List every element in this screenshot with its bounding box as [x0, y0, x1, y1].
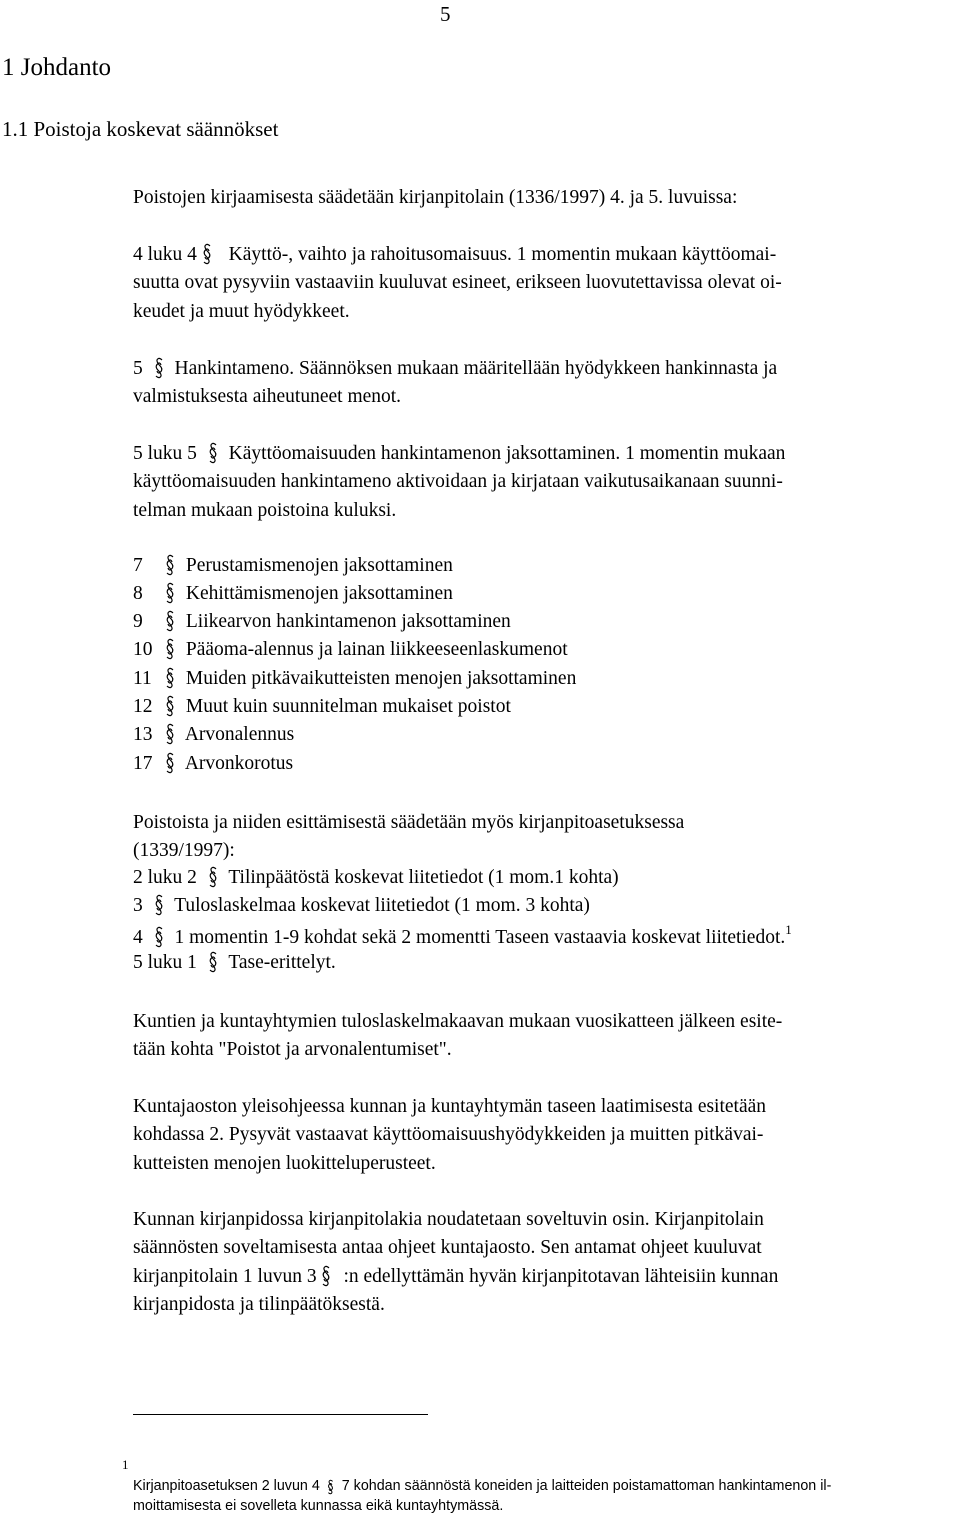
asetus-line-1: Poistoista ja niiden esittämisestä säädetään myös kirjanpitoasetuksessa — [133, 812, 685, 833]
list-item-num: 13 — [133, 724, 153, 745]
section-sign-icon — [159, 582, 181, 605]
list-item-text: Pääoma-alennus ja lainan liikkeeseenlaskumenot — [185, 639, 568, 660]
kunnan-line-4: kirjanpidosta ja tilinpäätöksestä. — [133, 1293, 385, 1315]
list-item-text: Muiden pitkävaikutteisten menojen jaksottaminen — [185, 668, 577, 689]
luku4-line-1 — [133, 241, 958, 269]
luku5-ref: 5 luku 5 — [133, 443, 197, 464]
luku4-line-3: keudet ja muut hyödykkeet. — [133, 300, 350, 322]
paragraph-luku5 — [133, 440, 958, 525]
footnote-divider — [133, 1414, 428, 1415]
footnote-text — [133, 1476, 958, 1516]
hankintameno-text-1: Hankintameno. Säännöksen mukaan määritellään hyödykkeen hankinnasta ja — [174, 358, 778, 379]
luku5-line-2: käyttöomaisuuden hankintameno aktivoidaan ja kirjataan vaikutusaikanaan suunni- — [133, 471, 783, 493]
list-item-num: 8 — [133, 583, 143, 604]
asetus-item — [133, 951, 336, 974]
asetus-line-2: (1339/1997): — [133, 840, 235, 862]
paragraph-asetus — [133, 809, 958, 866]
paragraph-kuntien — [133, 1008, 958, 1065]
asetus-item — [133, 894, 590, 917]
footnote-line-1b: 7 kohdan säännöstä koneiden ja laitteiden poistamattoman hankintamenon il- — [341, 1478, 832, 1494]
section-sign-icon — [148, 894, 170, 917]
kuntajaosto-line-2: kohdassa 2. Pysyvät vastaavat käyttöomaisuushyödykkeiden ja muitten pitkävai- — [133, 1124, 764, 1146]
luku4-line-2: suutta ovat pysyviin vastaaviin kuuluvat esineet, erikseen luovutettavissa olevat oi- — [133, 272, 782, 294]
list-item — [133, 752, 293, 775]
hankintameno-num: 5 — [133, 358, 143, 379]
list-item — [133, 610, 511, 633]
list-item-num: 7 — [133, 555, 143, 576]
list-item-text: Muut kuin suunnitelman mukaiset poistot — [185, 696, 511, 717]
section-sign-icon — [202, 951, 224, 974]
kunnan-line-3b: :n edellyttämän hyvän kirjanpitotavan lähteisiin kunnan — [343, 1265, 779, 1287]
list-item — [133, 723, 294, 746]
section-sign-icon — [159, 667, 181, 690]
list-item-num: 12 — [133, 696, 153, 717]
luku4-text-1: Käyttö-, vaihto ja rahoitusomaisuus. 1 momentin mukaan käyttöomai- — [228, 244, 777, 265]
section-sign-icon — [159, 695, 181, 718]
kuntien-line-1: Kuntien ja kuntayhtymien tuloslaskelmakaavan mukaan vuosikatteen jälkeen esite- — [133, 1011, 783, 1032]
list-item-text: Arvonkorotus — [184, 753, 294, 774]
intro-paragraph — [133, 184, 958, 212]
list-item — [133, 667, 576, 690]
list-item-num: 11 — [133, 668, 152, 689]
list-item-num: 9 — [133, 611, 143, 632]
hankintameno-line-1 — [133, 355, 958, 383]
chapter-heading: 1 Johdanto — [2, 54, 112, 81]
list-item — [133, 582, 453, 605]
luku5-line-1 — [133, 440, 958, 468]
footnote-mark: 1 — [122, 1457, 129, 1472]
asetus-item-num: 5 luku 1 — [133, 952, 197, 973]
kuntajaosto-line-3: kutteisten menojen luokitteluperusteet. — [133, 1152, 436, 1174]
section-heading: 1.1 Poistoja koskevat säännökset — [2, 117, 279, 141]
kuntajaosto-line-1: Kuntajaoston yleisohjeessa kunnan ja kuntayhtymän taseen laatimisesta esitetään — [133, 1096, 767, 1117]
list-item-text: Liikearvon hankintamenon jaksottaminen — [185, 611, 511, 632]
section-sign-icon — [324, 1476, 338, 1496]
kunnan-line-3a: kirjanpitolain 1 luvun 3 — [133, 1265, 317, 1287]
section-sign-icon — [148, 355, 170, 383]
kunnan-line-1: Kunnan kirjanpidossa kirjanpitolakia noudatetaan soveltuvin osin. Kirjanpitolain — [133, 1209, 764, 1230]
section-sign-icon — [148, 926, 170, 949]
list-item-text: Perustamismenojen jaksottaminen — [185, 555, 453, 576]
hankintameno-line-2: valmistuksesta aiheutuneet menot. — [133, 386, 402, 408]
footnote-line-2: moittamisesta ei sovelleta kunnassa eikä kuntayhtymässä. — [133, 1498, 504, 1514]
asetus-item-num: 2 luku 2 — [133, 867, 197, 888]
kunnan-line-3 — [133, 1263, 958, 1291]
paragraph-hankintameno — [133, 355, 958, 412]
luku4-ref: 4 luku 4 — [133, 244, 197, 265]
list-item — [133, 554, 453, 577]
list-item-num: 17 — [133, 753, 153, 774]
section-sign-icon — [159, 638, 181, 661]
footnote-reference: 1 — [785, 922, 792, 937]
luku5-line-3: telman mukaan poistoina kuluksi. — [133, 499, 397, 521]
section-sign-icon — [159, 752, 181, 775]
section-sign-icon — [202, 440, 224, 468]
footnote-line-1 — [133, 1476, 958, 1496]
asetus-item-text: 1 momentin 1-9 kohdat sekä 2 momentti Taseen vastaavia koskevat liitetiedot. — [174, 927, 786, 948]
list-item — [133, 695, 511, 718]
paragraph-kuntajaosto — [133, 1093, 958, 1178]
section-sign-icon — [159, 610, 181, 633]
paragraph-luku4 — [133, 241, 958, 326]
section-sign-icon — [202, 241, 224, 269]
kuntien-line-2: tään kohta "Poistot ja arvonalentumiset". — [133, 1039, 452, 1061]
list-item-text: Arvonalennus — [184, 724, 295, 745]
paragraph-kunnan — [133, 1206, 958, 1319]
section-sign-icon — [159, 554, 181, 577]
kunnan-line-2: säännösten soveltamisesta antaa ohjeet kuntajaosto. Sen antamat ohjeet kuuluvat — [133, 1237, 762, 1259]
footnote-line-1a: Kirjanpitoasetuksen 2 luvun 4 — [133, 1478, 320, 1494]
list-item — [133, 638, 568, 661]
list-item-text: Kehittämismenojen jaksottaminen — [185, 583, 453, 604]
asetus-item-num: 4 — [133, 927, 143, 948]
luku5-text-1: Käyttöomaisuuden hankintamenon jaksottaminen. 1 momentin mukaan — [228, 443, 786, 464]
asetus-item-num: 3 — [133, 895, 143, 916]
section-sign-icon — [159, 723, 181, 746]
asetus-item-text: Tase-erittelyt. — [228, 952, 336, 973]
section-sign-icon — [321, 1263, 343, 1291]
section-sign-icon — [202, 866, 224, 889]
asetus-item — [133, 922, 792, 949]
asetus-item-text: Tuloslaskelmaa koskevat liitetiedot (1 mom. 3 kohta) — [174, 895, 590, 916]
asetus-item — [133, 866, 619, 889]
page-number: 5 — [440, 2, 451, 26]
intro-line: Poistojen kirjaamisesta säädetään kirjanpitolain (1336/1997) 4. ja 5. luvuissa: — [133, 187, 738, 208]
asetus-item-text: Tilinpäätöstä koskevat liitetiedot (1 mom.1 kohta) — [228, 867, 619, 888]
list-item-num: 10 — [133, 639, 153, 660]
